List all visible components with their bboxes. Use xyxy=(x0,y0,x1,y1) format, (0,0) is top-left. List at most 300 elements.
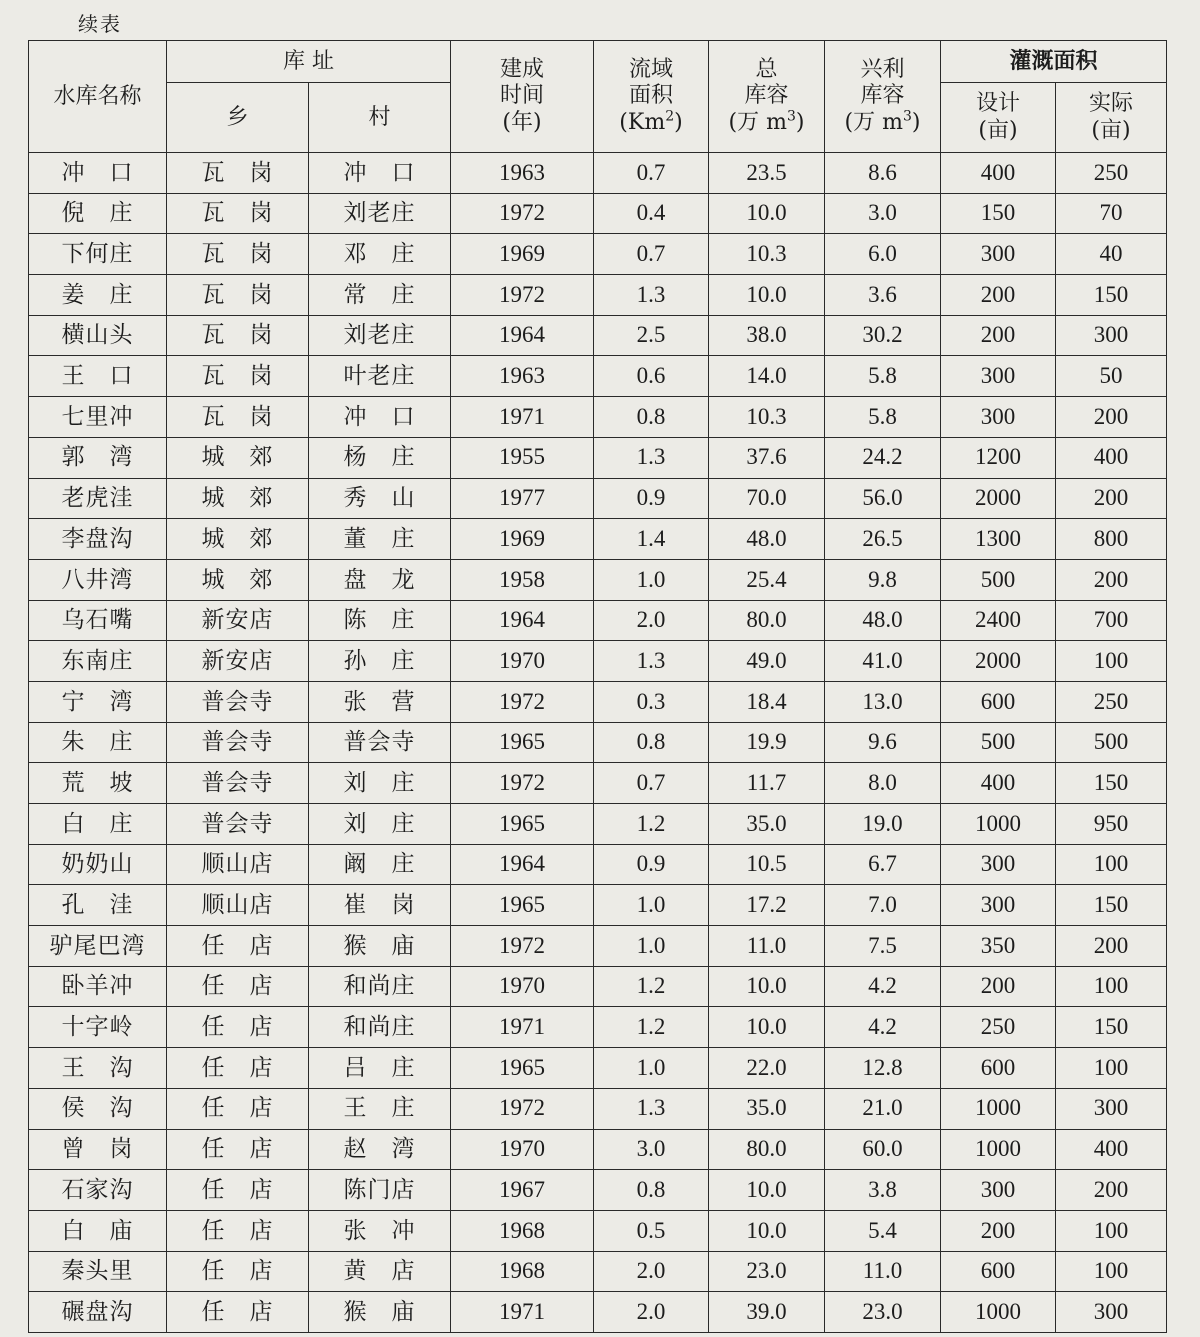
cell-reservoir-name: 秦头里 xyxy=(29,1251,167,1292)
header-village: 村 xyxy=(309,83,451,153)
header-built-year xyxy=(451,41,594,153)
cell-useful-capacity: 41.0 xyxy=(825,641,941,682)
cell-useful-capacity: 12.8 xyxy=(825,1048,941,1089)
header-irrigation-area: 灌溉面积 xyxy=(941,41,1167,83)
cell-village: 王 庄 xyxy=(309,1088,451,1129)
cell-basin-area: 0.8 xyxy=(594,722,709,763)
cell-useful-capacity: 5.8 xyxy=(825,356,941,397)
cell-township: 瓦 岗 xyxy=(167,356,309,397)
cell-total-capacity: 10.3 xyxy=(709,234,825,275)
cell-township: 城 郊 xyxy=(167,478,309,519)
cell-actual-irrigation: 100 xyxy=(1056,1210,1167,1251)
cell-reservoir-name: 乌石嘴 xyxy=(29,600,167,641)
cell-total-capacity: 49.0 xyxy=(709,641,825,682)
cell-township: 普会寺 xyxy=(167,722,309,763)
cell-useful-capacity: 7.5 xyxy=(825,926,941,967)
cell-design-irrigation: 600 xyxy=(941,1048,1056,1089)
cell-useful-capacity: 6.7 xyxy=(825,844,941,885)
cell-basin-area: 0.8 xyxy=(594,1170,709,1211)
cell-township: 瓦 岗 xyxy=(167,315,309,356)
cell-design-irrigation: 2400 xyxy=(941,600,1056,641)
table-row xyxy=(29,356,1167,397)
cell-reservoir-name: 侯 沟 xyxy=(29,1088,167,1129)
cell-village: 刘 庄 xyxy=(309,763,451,804)
cell-reservoir-name: 碾盘沟 xyxy=(29,1292,167,1333)
cell-actual-irrigation: 950 xyxy=(1056,804,1167,845)
cell-village: 赵 湾 xyxy=(309,1129,451,1170)
cell-total-capacity: 11.0 xyxy=(709,926,825,967)
cell-total-capacity: 22.0 xyxy=(709,1048,825,1089)
cell-village: 张 冲 xyxy=(309,1210,451,1251)
table-row xyxy=(29,315,1167,356)
cell-total-capacity: 10.3 xyxy=(709,397,825,438)
cell-reservoir-name: 八井湾 xyxy=(29,559,167,600)
table-row xyxy=(29,926,1167,967)
table-row xyxy=(29,1210,1167,1251)
cell-basin-area: 0.7 xyxy=(594,234,709,275)
cell-township: 城 郊 xyxy=(167,559,309,600)
cell-useful-capacity: 8.6 xyxy=(825,153,941,194)
cell-design-irrigation: 250 xyxy=(941,1007,1056,1048)
cell-useful-capacity: 21.0 xyxy=(825,1088,941,1129)
cell-village: 吕 庄 xyxy=(309,1048,451,1089)
cell-actual-irrigation: 200 xyxy=(1056,1170,1167,1211)
cell-useful-capacity: 26.5 xyxy=(825,519,941,560)
cell-reservoir-name: 白 庄 xyxy=(29,804,167,845)
cell-useful-capacity: 60.0 xyxy=(825,1129,941,1170)
header-site: 库 址 xyxy=(167,41,451,83)
cell-basin-area: 1.2 xyxy=(594,1007,709,1048)
cell-village: 刘老庄 xyxy=(309,193,451,234)
cell-total-capacity: 35.0 xyxy=(709,1088,825,1129)
cell-design-irrigation: 1000 xyxy=(941,804,1056,845)
cell-village: 崔 岗 xyxy=(309,885,451,926)
cell-total-capacity: 23.5 xyxy=(709,153,825,194)
cell-reservoir-name: 七里冲 xyxy=(29,397,167,438)
cell-built-year: 1971 xyxy=(451,397,594,438)
cell-actual-irrigation: 400 xyxy=(1056,437,1167,478)
cell-total-capacity: 19.9 xyxy=(709,722,825,763)
cell-basin-area: 2.0 xyxy=(594,600,709,641)
cell-basin-area: 1.2 xyxy=(594,804,709,845)
header-built-line3: (年) xyxy=(502,109,542,135)
header-basin-line2: 面积 xyxy=(628,83,673,109)
cell-built-year: 1972 xyxy=(451,763,594,804)
cell-total-capacity: 17.2 xyxy=(709,885,825,926)
cell-basin-area: 0.8 xyxy=(594,397,709,438)
cell-built-year: 1958 xyxy=(451,559,594,600)
cell-design-irrigation: 600 xyxy=(941,681,1056,722)
header-design xyxy=(941,83,1056,153)
cell-reservoir-name: 横山头 xyxy=(29,315,167,356)
cell-reservoir-name: 姜 庄 xyxy=(29,275,167,316)
cell-village: 刘老庄 xyxy=(309,315,451,356)
cell-village: 陈门店 xyxy=(309,1170,451,1211)
cell-basin-area: 1.3 xyxy=(594,437,709,478)
cell-actual-irrigation: 300 xyxy=(1056,1292,1167,1333)
cell-township: 普会寺 xyxy=(167,681,309,722)
cell-basin-area: 1.3 xyxy=(594,1088,709,1129)
cell-useful-capacity: 24.2 xyxy=(825,437,941,478)
cell-basin-area: 1.0 xyxy=(594,885,709,926)
header-actual xyxy=(1056,83,1167,153)
cell-actual-irrigation: 150 xyxy=(1056,885,1167,926)
header-useful-unit-exp: 3 xyxy=(902,108,912,125)
cell-village: 秀 山 xyxy=(309,478,451,519)
cell-township: 新安店 xyxy=(167,600,309,641)
cell-basin-area: 1.3 xyxy=(594,641,709,682)
cell-reservoir-name: 李盘沟 xyxy=(29,519,167,560)
table-row xyxy=(29,1251,1167,1292)
cell-actual-irrigation: 200 xyxy=(1056,478,1167,519)
cell-design-irrigation: 1000 xyxy=(941,1088,1056,1129)
cell-design-irrigation: 350 xyxy=(941,926,1056,967)
table-row xyxy=(29,641,1167,682)
cell-design-irrigation: 400 xyxy=(941,153,1056,194)
cell-actual-irrigation: 50 xyxy=(1056,356,1167,397)
cell-design-irrigation: 300 xyxy=(941,356,1056,397)
cell-actual-irrigation: 40 xyxy=(1056,234,1167,275)
cell-actual-irrigation: 100 xyxy=(1056,641,1167,682)
cell-reservoir-name: 下何庄 xyxy=(29,234,167,275)
cell-total-capacity: 10.0 xyxy=(709,275,825,316)
cell-actual-irrigation: 70 xyxy=(1056,193,1167,234)
table-row xyxy=(29,1129,1167,1170)
cell-built-year: 1972 xyxy=(451,193,594,234)
cell-township: 瓦 岗 xyxy=(167,275,309,316)
cell-design-irrigation: 1300 xyxy=(941,519,1056,560)
cell-actual-irrigation: 100 xyxy=(1056,1048,1167,1089)
cell-design-irrigation: 300 xyxy=(941,397,1056,438)
cell-township: 任 店 xyxy=(167,1088,309,1129)
table-row xyxy=(29,1048,1167,1089)
cell-basin-area: 0.5 xyxy=(594,1210,709,1251)
cell-built-year: 1965 xyxy=(451,1048,594,1089)
cell-village: 黄 店 xyxy=(309,1251,451,1292)
header-design-line2: (亩) xyxy=(978,117,1018,143)
header-useful-line2: 库容 xyxy=(860,83,905,109)
cell-built-year: 1963 xyxy=(451,153,594,194)
cell-design-irrigation: 500 xyxy=(941,559,1056,600)
cell-useful-capacity: 56.0 xyxy=(825,478,941,519)
table-row xyxy=(29,275,1167,316)
header-useful-line1: 兴利 xyxy=(860,56,905,82)
cell-total-capacity: 10.0 xyxy=(709,966,825,1007)
table-row xyxy=(29,885,1167,926)
cell-actual-irrigation: 400 xyxy=(1056,1129,1167,1170)
cell-basin-area: 0.9 xyxy=(594,844,709,885)
cell-built-year: 1971 xyxy=(451,1007,594,1048)
cell-useful-capacity: 5.8 xyxy=(825,397,941,438)
cell-township: 任 店 xyxy=(167,1129,309,1170)
header-total-capacity xyxy=(709,41,825,153)
cell-built-year: 1965 xyxy=(451,722,594,763)
cell-actual-irrigation: 250 xyxy=(1056,681,1167,722)
table-row xyxy=(29,600,1167,641)
cell-reservoir-name: 十字岭 xyxy=(29,1007,167,1048)
cell-total-capacity: 18.4 xyxy=(709,681,825,722)
cell-built-year: 1964 xyxy=(451,844,594,885)
table-row xyxy=(29,1170,1167,1211)
cell-built-year: 1963 xyxy=(451,356,594,397)
cell-design-irrigation: 200 xyxy=(941,966,1056,1007)
cell-reservoir-name: 王 口 xyxy=(29,356,167,397)
cell-total-capacity: 25.4 xyxy=(709,559,825,600)
cell-design-irrigation: 1200 xyxy=(941,437,1056,478)
table-row xyxy=(29,1007,1167,1048)
cell-total-capacity: 48.0 xyxy=(709,519,825,560)
cell-built-year: 1972 xyxy=(451,1088,594,1129)
table-row xyxy=(29,681,1167,722)
table-row xyxy=(29,1292,1167,1333)
cell-design-irrigation: 200 xyxy=(941,1210,1056,1251)
cell-village: 冲 口 xyxy=(309,397,451,438)
table-row xyxy=(29,478,1167,519)
cell-total-capacity: 37.6 xyxy=(709,437,825,478)
cell-total-capacity: 11.7 xyxy=(709,763,825,804)
table-row xyxy=(29,966,1167,1007)
cell-reservoir-name: 驴尾巴湾 xyxy=(29,926,167,967)
header-actual-line1: 实际 xyxy=(1089,91,1134,117)
cell-built-year: 1970 xyxy=(451,1129,594,1170)
cell-township: 任 店 xyxy=(167,926,309,967)
cell-village: 冲 口 xyxy=(309,153,451,194)
cell-total-capacity: 23.0 xyxy=(709,1251,825,1292)
table-row xyxy=(29,519,1167,560)
cell-basin-area: 1.0 xyxy=(594,1048,709,1089)
cell-useful-capacity: 8.0 xyxy=(825,763,941,804)
cell-basin-area: 3.0 xyxy=(594,1129,709,1170)
cell-basin-area: 1.2 xyxy=(594,966,709,1007)
cell-reservoir-name: 白 庙 xyxy=(29,1210,167,1251)
cell-actual-irrigation: 300 xyxy=(1056,315,1167,356)
cell-village: 常 庄 xyxy=(309,275,451,316)
cell-useful-capacity: 6.0 xyxy=(825,234,941,275)
cell-built-year: 1970 xyxy=(451,641,594,682)
cell-township: 任 店 xyxy=(167,1048,309,1089)
cell-design-irrigation: 2000 xyxy=(941,478,1056,519)
cell-built-year: 1970 xyxy=(451,966,594,1007)
header-total-unit: (万 m xyxy=(728,109,787,135)
cell-township: 任 店 xyxy=(167,1210,309,1251)
cell-actual-irrigation: 700 xyxy=(1056,600,1167,641)
cell-actual-irrigation: 150 xyxy=(1056,763,1167,804)
header-basin-area xyxy=(594,41,709,153)
cell-village: 陈 庄 xyxy=(309,600,451,641)
cell-basin-area: 2.0 xyxy=(594,1251,709,1292)
cell-useful-capacity: 7.0 xyxy=(825,885,941,926)
table-row xyxy=(29,153,1167,194)
cell-actual-irrigation: 250 xyxy=(1056,153,1167,194)
header-design-line1: 设计 xyxy=(975,91,1020,117)
cell-useful-capacity: 3.0 xyxy=(825,193,941,234)
cell-useful-capacity: 3.6 xyxy=(825,275,941,316)
cell-total-capacity: 10.0 xyxy=(709,1007,825,1048)
cell-basin-area: 0.6 xyxy=(594,356,709,397)
cell-design-irrigation: 300 xyxy=(941,885,1056,926)
cell-design-irrigation: 1000 xyxy=(941,1292,1056,1333)
cell-township: 瓦 岗 xyxy=(167,397,309,438)
cell-township: 普会寺 xyxy=(167,804,309,845)
cell-built-year: 1965 xyxy=(451,885,594,926)
header-basin-unit: (Km xyxy=(619,109,666,135)
cell-reservoir-name: 冲 口 xyxy=(29,153,167,194)
cell-basin-area: 0.9 xyxy=(594,478,709,519)
cell-township: 普会寺 xyxy=(167,763,309,804)
cell-built-year: 1969 xyxy=(451,519,594,560)
cell-township: 任 店 xyxy=(167,1170,309,1211)
cell-total-capacity: 80.0 xyxy=(709,1129,825,1170)
cell-reservoir-name: 王 沟 xyxy=(29,1048,167,1089)
cell-useful-capacity: 9.8 xyxy=(825,559,941,600)
cell-built-year: 1965 xyxy=(451,804,594,845)
cell-design-irrigation: 300 xyxy=(941,234,1056,275)
cell-township: 任 店 xyxy=(167,1251,309,1292)
table-row xyxy=(29,397,1167,438)
header-township: 乡 xyxy=(167,83,309,153)
cell-basin-area: 1.0 xyxy=(594,926,709,967)
cell-actual-irrigation: 100 xyxy=(1056,1251,1167,1292)
header-useful-unit: (万 m xyxy=(844,109,903,135)
cell-village: 和尚庄 xyxy=(309,966,451,1007)
header-total-line1: 总 xyxy=(755,56,778,82)
cell-village: 阚 庄 xyxy=(309,844,451,885)
cell-actual-irrigation: 500 xyxy=(1056,722,1167,763)
cell-total-capacity: 10.0 xyxy=(709,193,825,234)
header-built-line1: 建成 xyxy=(499,56,544,82)
cell-reservoir-name: 老虎洼 xyxy=(29,478,167,519)
cell-built-year: 1968 xyxy=(451,1210,594,1251)
cell-design-irrigation: 1000 xyxy=(941,1129,1056,1170)
cell-design-irrigation: 600 xyxy=(941,1251,1056,1292)
cell-actual-irrigation: 200 xyxy=(1056,559,1167,600)
cell-useful-capacity: 13.0 xyxy=(825,681,941,722)
cell-total-capacity: 10.0 xyxy=(709,1210,825,1251)
cell-reservoir-name: 朱 庄 xyxy=(29,722,167,763)
cell-basin-area: 1.4 xyxy=(594,519,709,560)
cell-basin-area: 0.4 xyxy=(594,193,709,234)
cell-reservoir-name: 郭 湾 xyxy=(29,437,167,478)
cell-design-irrigation: 150 xyxy=(941,193,1056,234)
cell-township: 瓦 岗 xyxy=(167,234,309,275)
table-row xyxy=(29,844,1167,885)
cell-useful-capacity: 23.0 xyxy=(825,1292,941,1333)
cell-township: 顺山店 xyxy=(167,885,309,926)
cell-village: 叶老庄 xyxy=(309,356,451,397)
cell-reservoir-name: 东南庄 xyxy=(29,641,167,682)
reservoir-table xyxy=(28,40,1167,1333)
cell-basin-area: 2.0 xyxy=(594,1292,709,1333)
cell-actual-irrigation: 100 xyxy=(1056,844,1167,885)
cell-design-irrigation: 200 xyxy=(941,315,1056,356)
cell-total-capacity: 10.0 xyxy=(709,1170,825,1211)
cell-useful-capacity: 30.2 xyxy=(825,315,941,356)
header-actual-line2: (亩) xyxy=(1091,117,1131,143)
table-row xyxy=(29,804,1167,845)
cell-useful-capacity: 3.8 xyxy=(825,1170,941,1211)
cell-village: 孙 庄 xyxy=(309,641,451,682)
cell-reservoir-name: 孔 洼 xyxy=(29,885,167,926)
cell-actual-irrigation: 100 xyxy=(1056,966,1167,1007)
cell-built-year: 1972 xyxy=(451,275,594,316)
cell-useful-capacity: 4.2 xyxy=(825,966,941,1007)
cell-total-capacity: 35.0 xyxy=(709,804,825,845)
cell-useful-capacity: 11.0 xyxy=(825,1251,941,1292)
cell-reservoir-name: 奶奶山 xyxy=(29,844,167,885)
cell-village: 张 营 xyxy=(309,681,451,722)
header-useful-capacity xyxy=(825,41,941,153)
cell-built-year: 1968 xyxy=(451,1251,594,1292)
cell-built-year: 1977 xyxy=(451,478,594,519)
cell-useful-capacity: 9.6 xyxy=(825,722,941,763)
header-basin-line1: 流域 xyxy=(628,56,673,82)
cell-village: 猴 庙 xyxy=(309,926,451,967)
table-row xyxy=(29,437,1167,478)
cell-township: 新安店 xyxy=(167,641,309,682)
cell-design-irrigation: 200 xyxy=(941,275,1056,316)
table-row xyxy=(29,722,1167,763)
cell-actual-irrigation: 300 xyxy=(1056,1088,1167,1129)
cell-total-capacity: 39.0 xyxy=(709,1292,825,1333)
cell-township: 任 店 xyxy=(167,1007,309,1048)
cell-village: 普会寺 xyxy=(309,722,451,763)
header-basin-unit-close: ) xyxy=(674,109,683,135)
cell-design-irrigation: 400 xyxy=(941,763,1056,804)
cell-built-year: 1969 xyxy=(451,234,594,275)
cell-basin-area: 0.7 xyxy=(594,763,709,804)
cell-basin-area: 1.0 xyxy=(594,559,709,600)
cell-reservoir-name: 曾 岗 xyxy=(29,1129,167,1170)
cell-built-year: 1972 xyxy=(451,926,594,967)
cell-actual-irrigation: 800 xyxy=(1056,519,1167,560)
cell-built-year: 1971 xyxy=(451,1292,594,1333)
cell-built-year: 1955 xyxy=(451,437,594,478)
cell-reservoir-name: 荒 坡 xyxy=(29,763,167,804)
cell-village: 和尚庄 xyxy=(309,1007,451,1048)
cell-village: 猴 庙 xyxy=(309,1292,451,1333)
table-row xyxy=(29,1088,1167,1129)
table-row xyxy=(29,234,1167,275)
cell-total-capacity: 38.0 xyxy=(709,315,825,356)
cell-township: 任 店 xyxy=(167,1292,309,1333)
cell-township: 城 郊 xyxy=(167,437,309,478)
table-row xyxy=(29,193,1167,234)
header-reservoir-name: 水库名称 xyxy=(29,41,167,153)
cell-design-irrigation: 300 xyxy=(941,844,1056,885)
header-built-line2: 时间 xyxy=(499,83,544,109)
header-total-unit-close: ) xyxy=(795,109,805,135)
cell-design-irrigation: 500 xyxy=(941,722,1056,763)
cell-village: 杨 庄 xyxy=(309,437,451,478)
cell-township: 任 店 xyxy=(167,966,309,1007)
table-body xyxy=(29,153,1167,1333)
cell-actual-irrigation: 200 xyxy=(1056,926,1167,967)
cell-reservoir-name: 卧羊冲 xyxy=(29,966,167,1007)
cell-useful-capacity: 5.4 xyxy=(825,1210,941,1251)
cell-basin-area: 0.7 xyxy=(594,153,709,194)
table-continued-caption: 续表 xyxy=(78,12,122,36)
cell-basin-area: 2.5 xyxy=(594,315,709,356)
cell-township: 瓦 岗 xyxy=(167,153,309,194)
cell-total-capacity: 10.5 xyxy=(709,844,825,885)
cell-useful-capacity: 19.0 xyxy=(825,804,941,845)
cell-actual-irrigation: 150 xyxy=(1056,1007,1167,1048)
cell-built-year: 1964 xyxy=(451,600,594,641)
cell-design-irrigation: 2000 xyxy=(941,641,1056,682)
header-total-line2: 库容 xyxy=(744,83,789,109)
header-basin-unit-exp: 2 xyxy=(665,108,675,125)
cell-actual-irrigation: 150 xyxy=(1056,275,1167,316)
